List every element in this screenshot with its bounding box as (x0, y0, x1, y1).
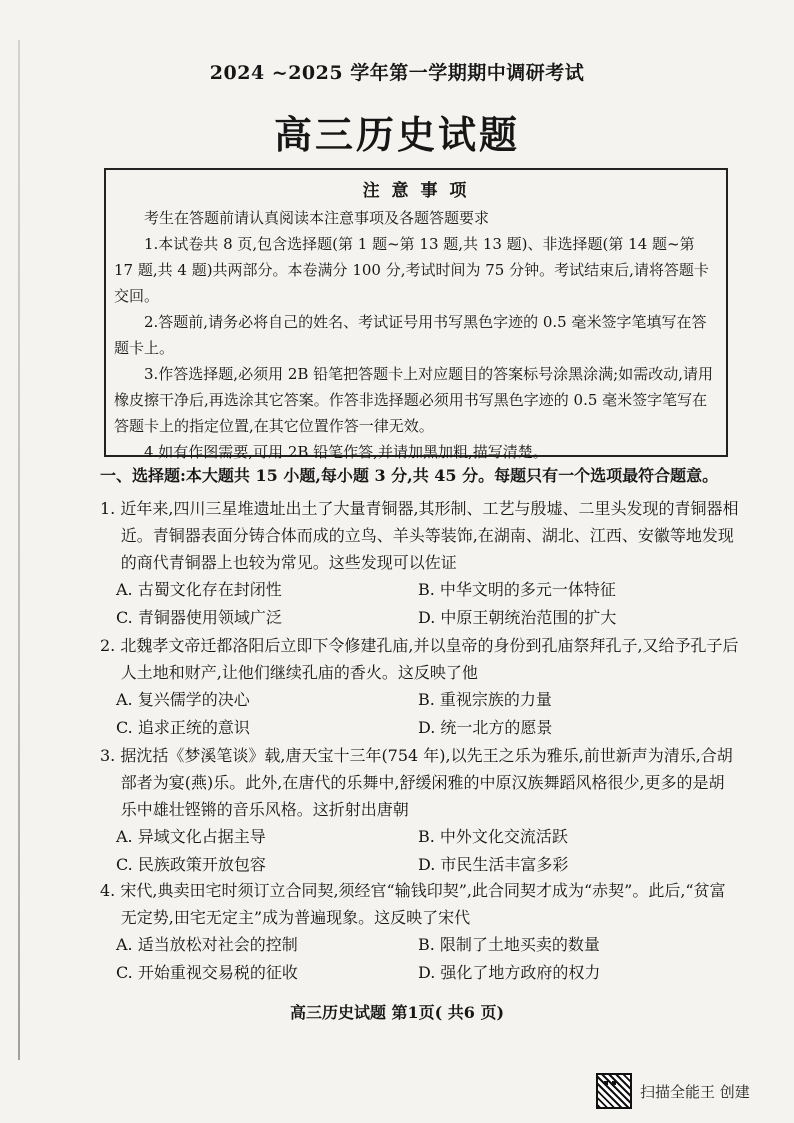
question-2-options (116, 686, 740, 742)
question-2-option-c: C. 追求正统的意识 (116, 718, 250, 737)
question-4-option-b: B. 限制了土地买卖的数量 (418, 935, 600, 954)
question-4-option-a: A. 适当放松对社会的控制 (116, 935, 298, 954)
question-3-option-c: C. 民族政策开放包容 (116, 855, 266, 874)
question-1-option-d: D. 中原王朝统治范围的扩大 (418, 608, 617, 627)
notice-item-2: 2.答题前,请务必将自己的姓名、考试证号用书写黑色字迹的 0.5 毫米签字笔填写在答题卡上。 (114, 313, 707, 357)
question-2 (100, 632, 740, 742)
question-2-option-b: B. 重视宗族的力量 (418, 690, 552, 709)
subject-title: 高三历史试题 (273, 112, 520, 157)
notice-item-3: 3.作答选择题,必须用 2B 铅笔把答题卡上对应题目的答案标号涂黑涂满;如需改动,请用橡皮擦干净后,再选涂其它答案。作答非选择题必须用书写黑色字迹的 0.5 毫米签字笔写在答题卡上的指定位置,在其它位置作答一律无效。 (114, 365, 714, 435)
notice-box (104, 168, 728, 461)
question-2-stem: 2. 北魏孝文帝迁都洛阳后立即下令修建孔庙,并以皇帝的身份到孔庙祭拜孔子,又给予孔子后人土地和财产,让他们继续孔庙的香火。这反映了他 (100, 636, 739, 682)
scanner-watermark-text: 扫描全能王 创建 (640, 1082, 750, 1101)
question-4 (100, 877, 740, 987)
question-1-options (116, 576, 740, 632)
question-1-option-a: A. 古蜀文化存在封闭性 (116, 580, 282, 599)
question-1-option-b: B. 中华文明的多元一体特征 (418, 580, 616, 599)
scanner-watermark (596, 1073, 750, 1109)
question-2-option-a: A. 复兴儒学的决心 (116, 690, 250, 709)
section-title: 一、选择题:本大题共 15 小题,每小题 3 分,共 45 分。每题只有一个选项最符合题意。 (100, 466, 719, 485)
question-3-option-d: D. 市民生活丰富多彩 (418, 855, 569, 874)
question-3-stem: 3. 据沈括《梦溪笔谈》载,唐天宝十三年(754 年),以先王之乐为雅乐,前世新声为清乐,合胡部者为宴(燕)乐。此外,在唐代的乐舞中,舒缓闲雅的中原汉族舞蹈风格很少,更多的是胡乐中雄壮铿锵的音乐风格。这折射出唐朝 (100, 746, 733, 819)
notice-heading: 注 意 事 项 (362, 181, 470, 201)
question-3-options (116, 823, 740, 879)
question-4-option-c: C. 开始重视交易税的征收 (116, 963, 298, 982)
question-3-option-a: A. 异域文化占据主导 (116, 827, 266, 846)
exam-title: 2024 ~2025 学年第一学期期中调研考试 (209, 62, 585, 84)
question-1-stem: 1. 近年来,四川三星堆遗址出土了大量青铜器,其形制、工艺与殷墟、二里头发现的青铜器相近。青铜器表面分铸合体而成的立鸟、羊头等装饰,在湖南、湖北、江西、安徽等地发现的商代青铜器上也较为常见。这些发现可以佐证 (100, 499, 739, 572)
qr-code-icon (596, 1073, 632, 1109)
question-4-options (116, 931, 740, 987)
question-3-option-b: B. 中外文化交流活跃 (418, 827, 568, 846)
question-2-option-d: D. 统一北方的愿景 (418, 718, 553, 737)
question-3 (100, 742, 740, 879)
notice-item-1: 1.本试卷共 8 页,包含选择题(第 1 题~第 13 题,共 13 题)、非选择题(第 14 题~第 17 题,共 4 题)共两部分。本卷满分 100 分,考试时间为 75 分钟。考试结束后,请将答题卡交回。 (114, 235, 709, 305)
question-4-option-d: D. 强化了地方政府的权力 (418, 963, 601, 982)
notice-item-4: 4.如有作图需要,可用 2B 铅笔作答,并请加黑加粗,描写清楚。 (144, 443, 548, 461)
question-1 (100, 495, 740, 632)
question-1-option-c: C. 青铜器使用领域广泛 (116, 608, 282, 627)
notice-intro: 考生在答题前请认真阅读本注意事项及各题答题要求 (144, 209, 490, 227)
question-4-stem: 4. 宋代,典卖田宅时须订立合同契,须经官“输钱印契”,此合同契才成为“赤契”。此后,“贫富无定势,田宅无定主”成为普遍现象。这反映了宋代 (100, 881, 726, 927)
page-binding-edge (18, 40, 20, 1060)
page-footer: 高三历史试题 第1页( 共6 页) (289, 1003, 505, 1022)
